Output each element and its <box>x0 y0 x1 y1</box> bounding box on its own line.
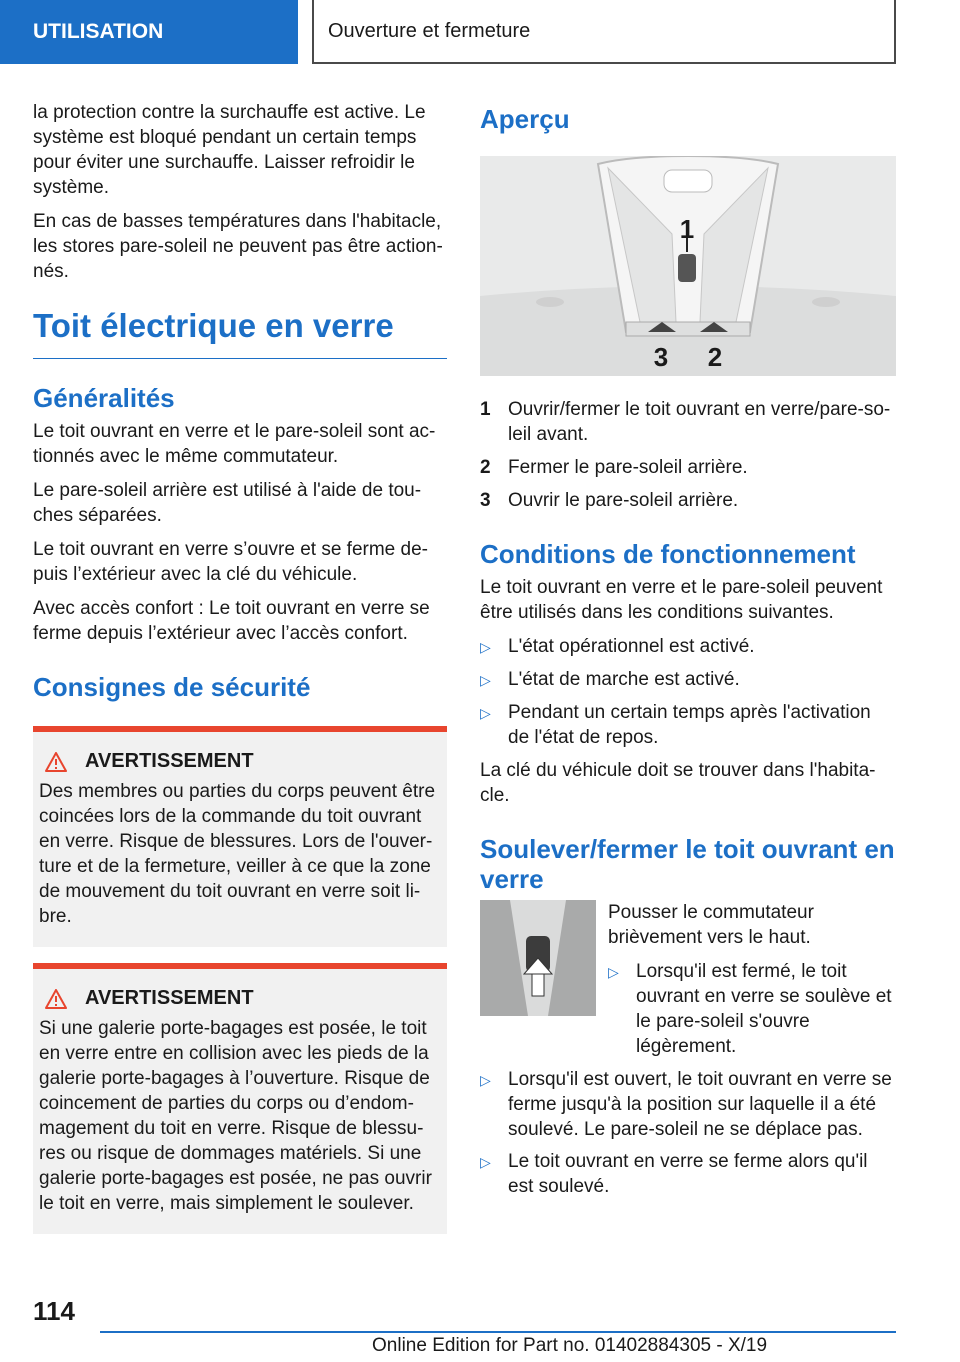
bullet-triangle-icon: ▷ <box>480 672 491 688</box>
generalites-title: Généralités <box>33 383 175 413</box>
warning-title: AVERTISSEMENT <box>85 750 254 772</box>
safety-title: Consignes de sécurité <box>33 672 311 702</box>
bullet-triangle-icon: ▷ <box>480 705 491 721</box>
list-item <box>480 1067 896 1142</box>
list-item <box>480 634 896 660</box>
apercu-title: Aperçu <box>480 104 570 134</box>
lift-row <box>480 900 896 1067</box>
lift-text <box>608 900 896 1067</box>
bullet-triangle-icon: ▷ <box>480 639 491 655</box>
lift-paragraph: Pousser le commutateur brièvement vers le haut. <box>608 902 814 948</box>
item-text: Lorsqu'il est fermé, le toit ouvrant en verre se soulève et le pare-soleil s'ouvre légèrement. <box>636 961 892 1057</box>
item-text: Pendant un certain temps après l'activation de l'état de repos. <box>508 702 871 748</box>
item-text: L'état de marche est activé. <box>508 669 740 690</box>
gen-paragraph-3: Le toit ouvrant en verre s’ouvre et se ferme de-puis l’extérieur avec la clé du véhicule. <box>33 539 428 585</box>
warning-title: AVERTISSEMENT <box>85 987 254 1009</box>
item-number: 1 <box>480 399 491 420</box>
list-item <box>480 700 896 750</box>
edition-text: Online Edition for Part no. 01402884305 - X/19 <box>372 1335 768 1356</box>
legend-list <box>480 397 896 513</box>
list-item <box>480 1149 896 1199</box>
warning-header <box>45 987 439 1010</box>
warning-text: Des membres ou parties du corps peuvent être coincées lors de la commande du toit ouvrant en verre. Risque de blessures. Lors de l'ouver-ture et de la fermeture, veiller à ce que la zone de mouvement du toit ouvrant en verre soit li-bre. <box>39 781 436 927</box>
item-number: 3 <box>480 490 491 511</box>
list-item <box>608 959 896 1059</box>
item-text: Lorsqu'il est ouvert, le toit ouvrant en verre se ferme jusqu'à la position sur laquelle il a été soulevé. Le pare-soleil ne se déplace pas. <box>508 1069 892 1140</box>
figure-label-2: 2 <box>707 342 723 372</box>
bullet-triangle-icon: ▷ <box>480 1072 491 1088</box>
figure-label-3: 3 <box>653 342 669 372</box>
conditions-title: Conditions de fonctionnement <box>480 539 856 569</box>
lift-list <box>480 1067 896 1199</box>
item-text: Ouvrir/fermer le toit ouvrant en verre/pare-so-leil avant. <box>508 399 891 445</box>
gen-paragraph-2: Le pare-soleil arrière est utilisé à l'aide de tou-ches séparées. <box>33 480 422 526</box>
item-text: Fermer le pare-soleil arrière. <box>508 457 748 478</box>
list-item <box>480 667 896 693</box>
warning-header <box>45 750 439 773</box>
item-text: L'état opérationnel est activé. <box>508 636 755 657</box>
conditions-paragraph: Le toit ouvrant en verre et le pare-soleil peuvent être utilisés dans les conditions suivantes. <box>480 577 883 623</box>
chapter-label: UTILISATION <box>33 20 164 43</box>
warning-triangle-icon <box>45 752 67 772</box>
item-text: Le toit ouvrant en verre se ferme alors qu'il est soulevé. <box>508 1151 868 1197</box>
roof-control-figure <box>480 156 896 376</box>
section-header <box>312 0 896 64</box>
conditions-list <box>480 634 896 750</box>
gen-paragraph-1: Le toit ouvrant en verre et le pare-soleil sont ac-tionnés avec le même commutateur. <box>33 421 436 467</box>
intro-paragraph-1: la protection contre la surchauffe est active. Le système est bloqué pendant un certain temps pour éviter une surchauffe. Laisser refroidir le système. <box>33 102 426 198</box>
list-item <box>480 397 896 447</box>
section-label: Ouverture et fermeture <box>328 19 531 42</box>
main-title: Toit électrique en verre <box>33 306 447 359</box>
item-number: 2 <box>480 457 491 478</box>
list-item <box>480 455 896 480</box>
chapter-tab <box>0 0 298 64</box>
right-column <box>480 100 896 1207</box>
warning-triangle-icon <box>45 989 67 1009</box>
conditions-paragraph-2: La clé du véhicule doit se trouver dans l'habita-cle. <box>480 760 876 806</box>
warning-text: Si une galerie porte-bagages est posée, le toit en verre entre en collision avec les pieds de la galerie porte-bagages à l’ouverture. Risque de coincement de parties du corps ou d’endom-magement du toit en verre. Risque de blessu-res ou risque de dommages matériels. Si une galerie porte-bagages est posée, ne pas ouvrir le toit en verre, mais simplement le soulever. <box>39 1018 432 1214</box>
page-number: 114 <box>33 1296 75 1326</box>
intro-paragraph-2: En cas de basses températures dans l'habitacle, les stores pare-soleil ne peuvent pas être action-nés. <box>33 211 443 282</box>
footer-divider <box>100 1331 896 1333</box>
item-text: Ouvrir le pare-soleil arrière. <box>508 490 739 511</box>
gen-paragraph-4: Avec accès confort : Le toit ouvrant en verre se ferme depuis l’extérieur avec l’accès confort. <box>33 598 430 644</box>
warning-box-2 <box>33 963 447 1234</box>
figure-label-1: 1 <box>679 214 695 244</box>
lift-inline-list <box>608 959 896 1059</box>
bullet-triangle-icon: ▷ <box>608 964 619 980</box>
list-item <box>480 488 896 513</box>
lift-title: Soulever/fermer le toit ouvrant en verre <box>480 834 895 894</box>
switch-thumbnail <box>480 900 596 1016</box>
left-column <box>33 100 447 1234</box>
bullet-triangle-icon: ▷ <box>480 1154 491 1170</box>
warning-box-1 <box>33 726 447 947</box>
